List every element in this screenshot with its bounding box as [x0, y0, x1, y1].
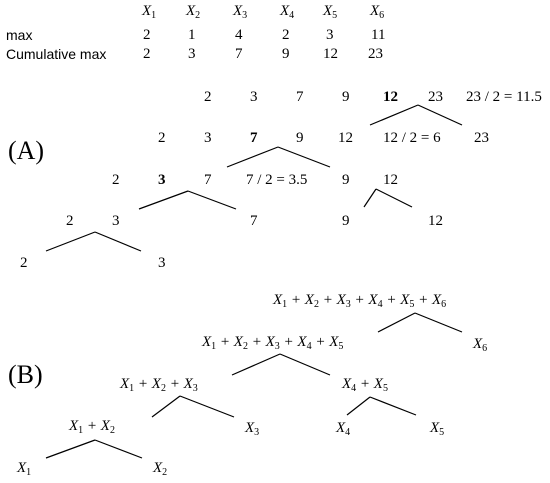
node-value: 23 — [474, 130, 489, 146]
header-x6: $X_6$ — [370, 3, 385, 21]
tree-edge — [347, 397, 370, 415]
cummax-value: 9 — [282, 46, 290, 62]
node-value-highlight: 12 — [383, 89, 398, 105]
node-value: 9 — [342, 213, 350, 229]
tree-edge — [95, 440, 142, 458]
node-value: 2 — [66, 213, 74, 229]
node-value-highlight: 3 — [158, 172, 166, 188]
tree-edge — [95, 232, 141, 251]
tree-edge — [152, 396, 180, 417]
node-value: 7 — [296, 89, 304, 105]
tree-edge — [376, 189, 412, 207]
variable: $X_6$ — [473, 336, 488, 354]
panel-b-label: (B) — [8, 360, 43, 389]
node-value: 12 — [338, 130, 353, 146]
variable: $X_4$ — [336, 420, 351, 438]
division-note: 12 / 2 = 6 — [383, 130, 441, 146]
cummax-value: 7 — [235, 46, 243, 62]
sum-expression: $X_1 + X_2 + X_3 + X_4 + X_5$ — [202, 334, 344, 352]
tree-edge — [370, 397, 416, 415]
node-value: 9 — [342, 89, 350, 105]
header-x5: $X_5$ — [323, 3, 338, 21]
node-value: 3 — [204, 130, 212, 146]
node-value: 2 — [158, 130, 166, 146]
division-note: 7 / 2 = 3.5 — [246, 172, 308, 188]
tree-edge — [139, 191, 188, 209]
sum-expression: $X_4 + X_5$ — [342, 376, 388, 394]
cummax-value: 2 — [143, 46, 151, 62]
tree-edge — [46, 440, 95, 458]
node-value-highlight: 7 — [250, 130, 258, 146]
max-value: 11 — [371, 27, 386, 43]
node-value: 12 — [428, 213, 443, 229]
tree-edge — [232, 354, 280, 375]
tree-edge — [180, 396, 234, 417]
row-label-max: max — [6, 27, 33, 43]
tree-edge — [188, 191, 236, 209]
header-x1: $X_1$ — [142, 3, 157, 21]
header-x4: $X_4$ — [280, 3, 295, 21]
max-value: 3 — [326, 27, 334, 43]
cummax-value: 23 — [368, 46, 383, 62]
node-value: 7 — [204, 172, 212, 188]
node-value: 2 — [112, 172, 120, 188]
max-value: 2 — [282, 27, 290, 43]
node-value: 2 — [20, 255, 28, 271]
node-value: 3 — [158, 255, 166, 271]
cummax-value: 12 — [323, 46, 338, 62]
max-value: 2 — [143, 27, 151, 43]
row-label-cumulative-max: Cumulative max — [6, 46, 107, 62]
tree-edge — [364, 189, 376, 207]
tree-edge — [280, 354, 330, 375]
tree-edge — [278, 147, 330, 167]
node-value: 12 — [383, 172, 398, 188]
division-note: 23 / 2 = 11.5 — [466, 89, 542, 105]
sum-expression: $X_1 + X_2$ — [69, 418, 115, 436]
tree-edge — [378, 313, 415, 332]
variable: $X_2$ — [153, 460, 168, 478]
tree-edge — [227, 147, 278, 167]
tree-edge — [370, 105, 418, 125]
sum-expression: $X_1 + X_2 + X_3$ — [120, 376, 198, 394]
tree-edge — [46, 232, 95, 251]
node-value: 23 — [428, 89, 443, 105]
cummax-value: 3 — [188, 46, 196, 62]
header-x2: $X_2$ — [186, 3, 201, 21]
node-value: 2 — [204, 89, 212, 105]
header-x3: $X_3$ — [233, 3, 248, 21]
node-value: 9 — [342, 172, 350, 188]
max-value: 1 — [188, 27, 196, 43]
variable: $X_3$ — [245, 420, 260, 438]
variable: $X_5$ — [430, 420, 445, 438]
panel-a-label: (A) — [8, 136, 45, 165]
variable: $X_1$ — [17, 460, 32, 478]
node-value: 3 — [250, 89, 258, 105]
sum-expression: $X_1 + X_2 + X_3 + X_4 + X_5 + X_6$ — [273, 292, 447, 310]
max-value: 4 — [235, 27, 243, 43]
node-value: 3 — [112, 213, 120, 229]
node-value: 7 — [250, 213, 258, 229]
node-value: 9 — [296, 130, 304, 146]
tree-edge — [418, 105, 462, 125]
tree-edge — [415, 313, 462, 332]
